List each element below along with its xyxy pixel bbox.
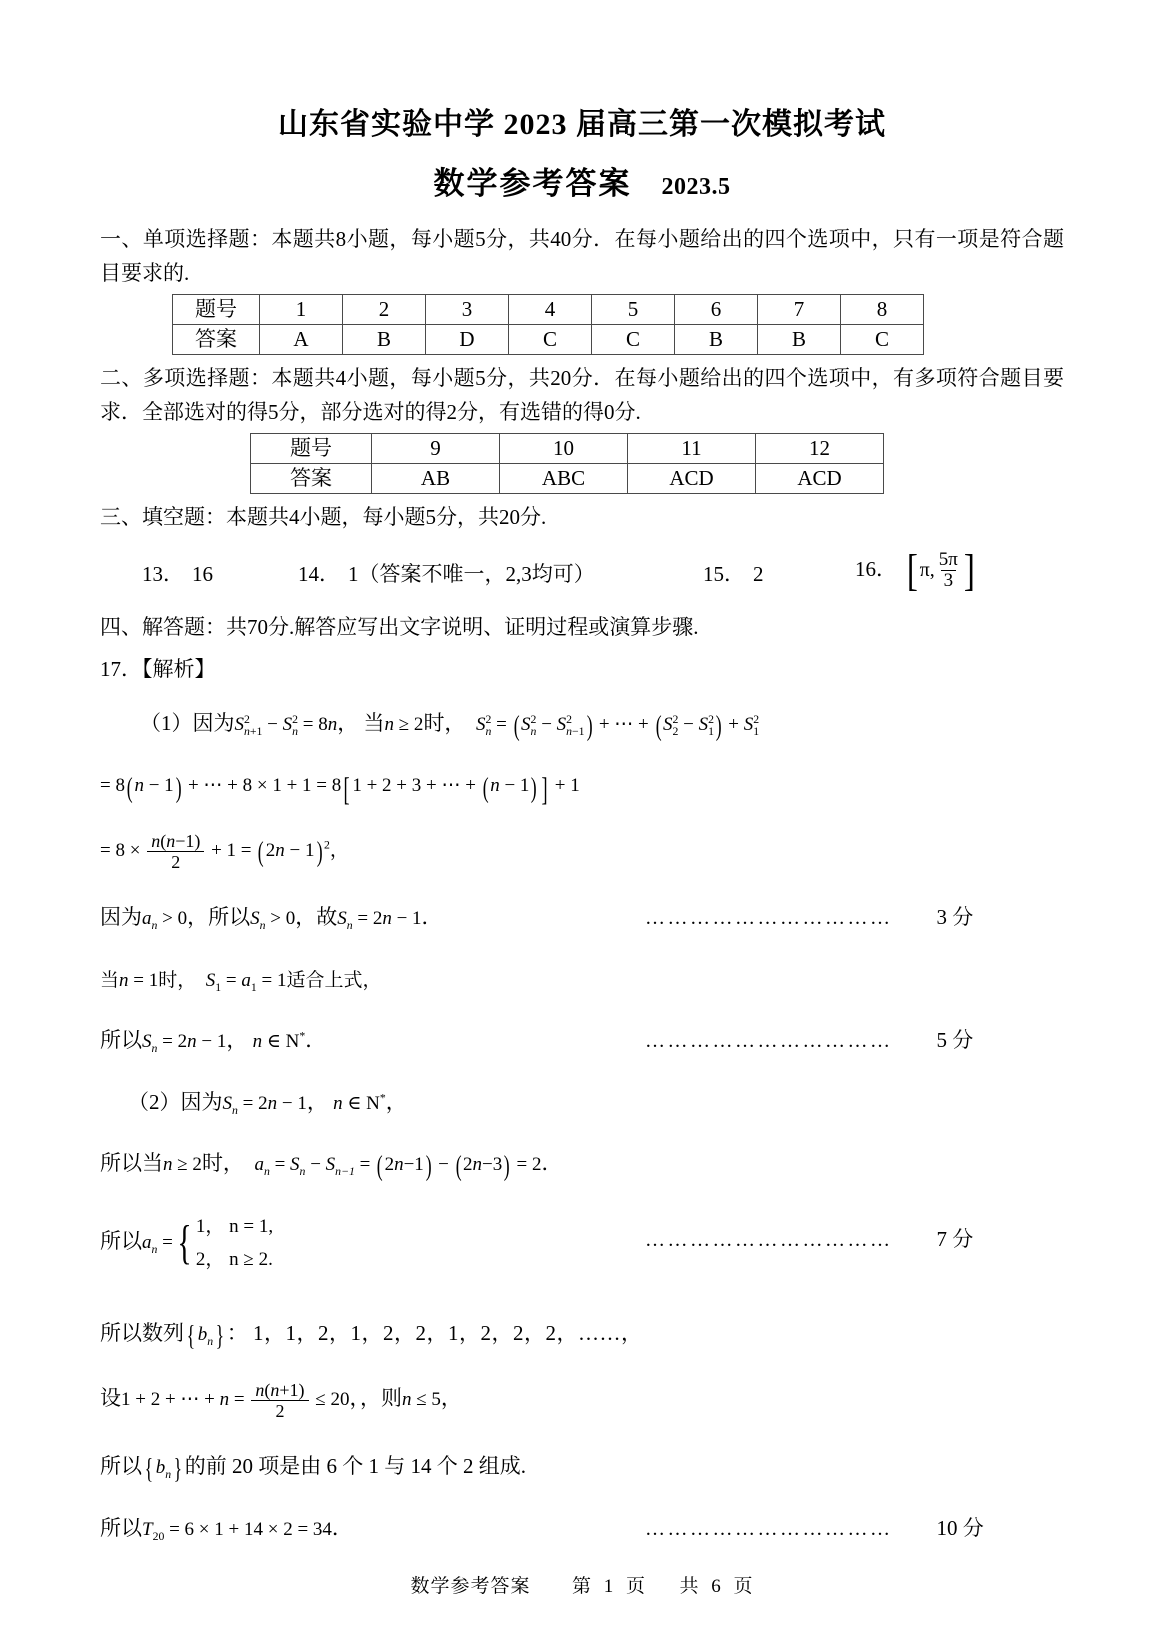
piece-row-2: 2， n ≥ 2. bbox=[195, 1248, 273, 1270]
piece-row-1: 1， n = 1, bbox=[195, 1215, 274, 1237]
section1-table-wrap bbox=[100, 294, 1064, 355]
blank-16: 16． [ π, $\frac{5\pi}{3}$ ] bbox=[855, 545, 975, 595]
part1-when2: 时， bbox=[423, 710, 466, 735]
footer-page-prefix: 第 bbox=[571, 1576, 592, 1597]
right-bracket: ] bbox=[963, 545, 975, 595]
footer-page-number: 1 bbox=[603, 1576, 615, 1597]
row-label-number: 题号 bbox=[173, 295, 260, 325]
score-mark-5: …………………………… 5 分 bbox=[645, 1028, 974, 1053]
blank-13-answer: 16 bbox=[192, 562, 213, 587]
cell-answer: ABC bbox=[500, 464, 628, 494]
page-subtitle: 数学参考答案 bbox=[433, 166, 632, 201]
cell-number: 10 bbox=[500, 434, 628, 464]
blank-14-answer: 1（答案不唯一，2,3均可） bbox=[348, 562, 595, 587]
footer-total-number: 6 bbox=[711, 1576, 722, 1597]
score-mark-10: …………………………… 10 分 bbox=[645, 1515, 984, 1540]
solution-line-3 bbox=[100, 831, 1064, 872]
formula-t20: $T_{20} = 6 \times 1 + 14 \times 2 = 34$ bbox=[142, 1518, 332, 1543]
cell-answer: B bbox=[343, 325, 426, 355]
single-choice-answer-table bbox=[172, 294, 924, 355]
solution-line-6: 所以$S_n = 2n - 1$， n ∈ N*． …………………………… 5 分 bbox=[100, 1025, 1064, 1057]
solution-line-9: 所以$a_n$ = { 1， n = 1, 2， n ≥ 2. …………………………… 7 分 bbox=[100, 1210, 1064, 1277]
cell-number: 12 bbox=[756, 434, 884, 464]
cell-answer: B bbox=[758, 325, 841, 355]
row-label-answer: 答案 bbox=[251, 464, 372, 494]
solution-line-5 bbox=[100, 964, 1064, 996]
cell-number: 8 bbox=[841, 295, 924, 325]
blank-15: 15． 2 bbox=[703, 562, 764, 587]
table-row bbox=[173, 295, 924, 325]
blank-14: 14． 1（答案不唯一，2,3均可） bbox=[298, 562, 595, 587]
part1-label: （1） bbox=[140, 710, 193, 735]
cell-number: 5 bbox=[592, 295, 675, 325]
cell-number: 9 bbox=[372, 434, 500, 464]
line-12-text: 所以{ $b_n$} 的前 20 项是由 6 个 1 与 14 个 2 组成. bbox=[100, 1454, 527, 1486]
part1-text: 因为 bbox=[192, 710, 235, 735]
section2-table-wrap bbox=[100, 433, 1064, 494]
solution-line-4: 因为$a_n > 0$，所以$S_n > 0$，故$S_n = 2n - 1$． …………………………… 3 分 bbox=[100, 902, 1064, 934]
formula-n-equals-1: 当n = 1时， $S_1 = a_1 = 1$适合上式， bbox=[100, 969, 382, 994]
score-mark-3: …………………………… 3 分 bbox=[645, 905, 974, 930]
section1-heading: 一、单项选择题：本题共8小题，每小题5分，共40分．在每小题给出的四个选项中，只有一项是符合题目要求的. bbox=[100, 227, 1064, 286]
cell-number: 7 bbox=[758, 295, 841, 325]
formula-sn1-sn-8n: S 2 n+1 − S 2 n = 8n bbox=[234, 712, 338, 738]
section4-heading: 四、解答题：共70分.解答应写出文字说明、证明过程或演算步骤. bbox=[100, 615, 699, 640]
formula-sn-telescope: S 2 n = (S 2 n − S 2 n−1 ) + ⋯ + (S 2 2 − S 2 1 ) + S 2 1 bbox=[475, 711, 760, 743]
formula-expansion: = 8(n − 1) + ⋯ + 8 × 1 + 1 = 8[ 1 + 2 + 3 + ⋯ + (n − 1) ] + 1 bbox=[100, 771, 580, 809]
section3-heading: 三、填空题：本题共4小题，每小题5分，共20分. bbox=[100, 505, 547, 530]
score-mark-7: …………………………… 7 分 bbox=[645, 1226, 974, 1251]
cell-answer: D bbox=[426, 325, 509, 355]
formula-sum-leq-20: 1 + 2 + ⋯ + n = $\frac{n(n+1)}{2}$ ≤ 20 bbox=[121, 1379, 350, 1421]
cell-answer: C bbox=[841, 325, 924, 355]
sequence-values: 1，1，2，1，2，2，1，2，2，2，……， bbox=[253, 1321, 643, 1346]
cell-answer: A bbox=[260, 325, 343, 355]
problem-17-label: 17．【解析】 bbox=[100, 657, 216, 682]
left-bracket: [ bbox=[906, 545, 918, 595]
cell-number: 3 bbox=[426, 295, 509, 325]
page-title: 山东省实验中学 2023 届高三第一次模拟考试 bbox=[278, 108, 886, 141]
cell-number: 11 bbox=[628, 434, 756, 464]
piecewise-function: { 1， n = 1, 2， n ≥ 2. bbox=[173, 1210, 273, 1277]
cell-answer: C bbox=[509, 325, 592, 355]
cell-answer: C bbox=[592, 325, 675, 355]
multi-choice-answer-table bbox=[250, 433, 884, 494]
solution-line-8: 所以当n ≥ 2时， $a_n = S_n - S_{n-1} = (2n-1) - (2n-3) = 2$． bbox=[100, 1151, 563, 1183]
footer-total-prefix: 共 bbox=[679, 1576, 700, 1597]
solution-line-13: 所以$T_{20} = 6 \times 1 + 14 \times 2 = 34$． …………………………… 10 分 bbox=[100, 1513, 1064, 1545]
table-row bbox=[251, 434, 884, 464]
solution-line-7: （2）因为$S_n = 2n - 1$， n ∈ N*， bbox=[128, 1089, 407, 1117]
part1-when: 当 bbox=[363, 710, 385, 735]
cell-number: 2 bbox=[343, 295, 426, 325]
table-row bbox=[173, 325, 924, 355]
solution-line-11: 设1 + 2 + ⋯ + n = $\frac{n(n+1)}{2}$ ≤ 20，，则n ≤ 5， bbox=[100, 1379, 462, 1421]
formula-closed-form: = 8 × $\frac{n(n-1)}{2}$ + 1 = (2n − 1) $^2$， bbox=[100, 830, 349, 873]
formula-an-difference: $a_n = S_n - S_{n-1} = (2n-1) - (2n-3) = 2$ bbox=[254, 1151, 542, 1183]
footer-total-unit: 页 bbox=[733, 1576, 754, 1597]
cell-number: 1 bbox=[260, 295, 343, 325]
solution-line-10: 所以数列{ $b_n$} ： 1，1，2，1，2，2，1，2，2，2，……， bbox=[100, 1321, 643, 1353]
exam-date: 2023.5 bbox=[661, 174, 731, 200]
row-label-answer: 答案 bbox=[173, 325, 260, 355]
solution-line-1: （1）因为S 2 n+1 − S 2 n = 8n， 当n ≥ 2时， S 2 n = (S 2 n − S 2 n−1 ) + ⋯ + (S 2 2 − S 2 1 ) + S 2 1 bbox=[140, 710, 760, 743]
cell-answer: AB bbox=[372, 464, 500, 494]
cell-answer: ACD bbox=[628, 464, 756, 494]
subtitle-row bbox=[100, 164, 1064, 204]
row-label-number: 题号 bbox=[251, 434, 372, 464]
footer-page-unit: 页 bbox=[625, 1576, 646, 1597]
blank-15-answer: 2 bbox=[753, 562, 764, 587]
part2-label: （2） bbox=[128, 1089, 181, 1114]
fill-blank-answers bbox=[100, 545, 1064, 596]
cell-number: 6 bbox=[675, 295, 758, 325]
page-footer bbox=[0, 1571, 1164, 1598]
blank-13: 13． 16 bbox=[142, 562, 213, 587]
table-row bbox=[251, 464, 884, 494]
cell-number: 4 bbox=[509, 295, 592, 325]
fraction-5pi-over-3: $\frac{5\pi}{3}$ bbox=[938, 549, 958, 592]
section2-heading: 二、多项选择题：本题共4小题，每小题5分，共20分．在每小题给出的四个选项中，有多项符合题目要求．全部选对的得5分，部分选对的得2分，有选错的得0分. bbox=[100, 366, 1064, 425]
cell-answer: ACD bbox=[756, 464, 884, 494]
solution-line-2 bbox=[100, 769, 1064, 809]
interval-left: π, bbox=[919, 559, 935, 582]
footer-doc-name: 数学参考答案 bbox=[410, 1576, 531, 1597]
cell-answer: B bbox=[675, 325, 758, 355]
solution-line-12 bbox=[100, 1451, 1064, 1486]
